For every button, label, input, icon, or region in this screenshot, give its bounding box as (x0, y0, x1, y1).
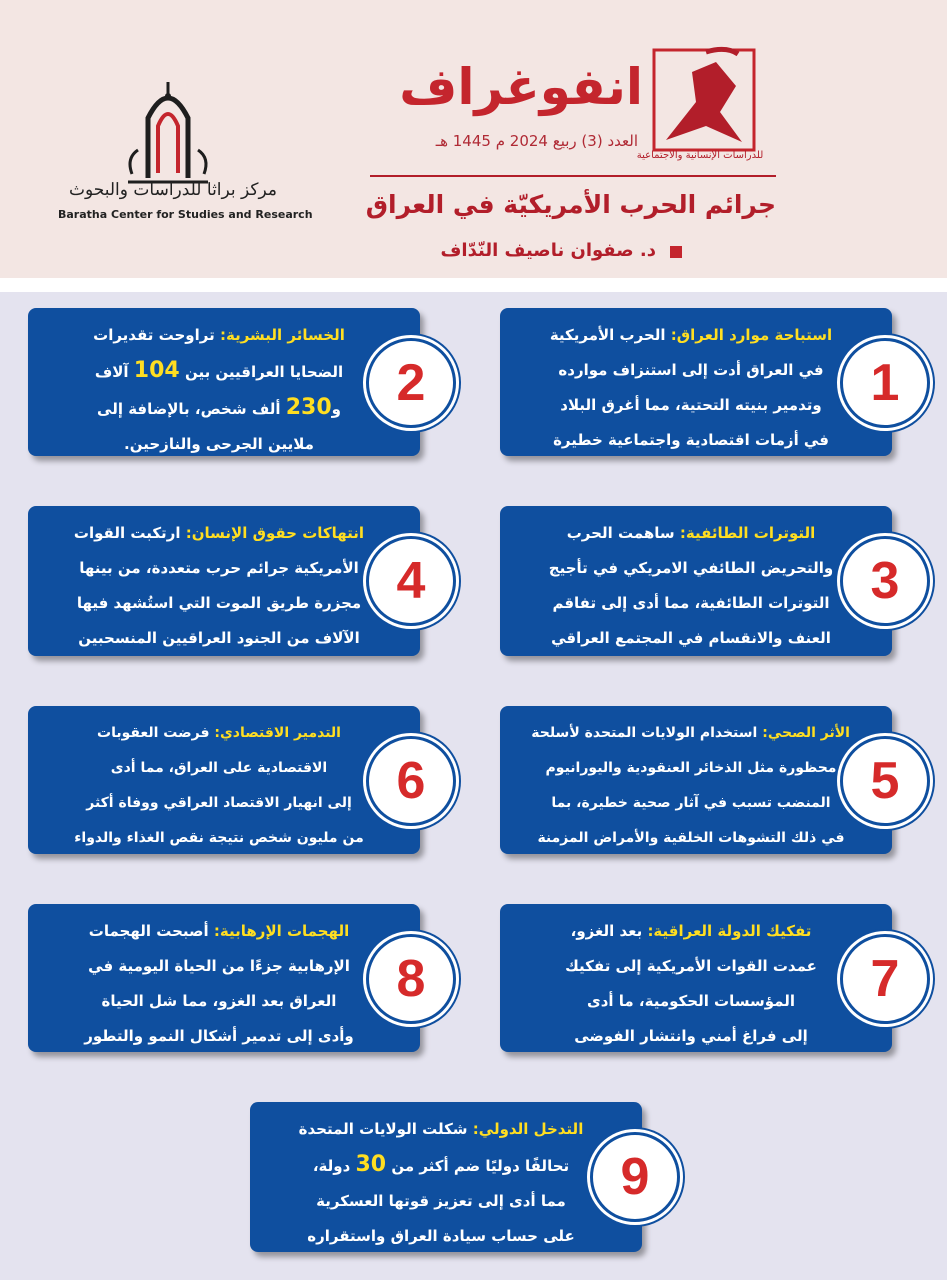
card-3 (500, 506, 892, 656)
card-text: الخسائر البشرية: تراوحت تقديرات الضحايا العراقيين بين 104 آلاف و230 ألف شخص، بالإضافة إلى ملايين الجرحى والنازحين. (93, 326, 345, 453)
card-9 (250, 1102, 642, 1252)
issue-line: العدد (3) ربيع 2024 م 1445 هـ (435, 132, 638, 150)
center-name-arabic: مركز براثا للدراسات والبحوث (68, 180, 277, 200)
card-2 (28, 308, 420, 456)
number-badge-6: 6 (366, 736, 456, 826)
author-name: د. صفوان ناصيف النّدّاف (440, 240, 656, 261)
card-6 (28, 706, 420, 854)
card-text: التدخل الدولي: شكلت الولايات المتحدة تحالفًا دوليًا ضم أكثر من 30 دولة، مما أدى إلى تعزيز قوتها العسكرية على حساب سيادة العراق واستقراره (298, 1120, 584, 1245)
card-text: التدمير الاقتصادي: فرضت العقوبات الاقتصادية على العراق، مما أدى إلى انهيار الاقتصاد العراقي ووفاة أكثر من مليون شخص نتيجة نقص الغذاء والدواء (74, 725, 364, 846)
bullet-square-icon (670, 246, 682, 258)
card-5 (500, 706, 892, 854)
number-badge-8: 8 (366, 934, 456, 1024)
card-4 (28, 506, 420, 656)
baratha-logo-icon (118, 78, 218, 188)
center-name-english: Baratha Center for Studies and Research (58, 208, 313, 221)
title-rule (370, 175, 776, 177)
card-7 (500, 904, 892, 1052)
card-text: الهجمات الإرهابية: أصبحت الهجمات الإرهابية جزءًا من الحياة اليومية في العراق بعد الغزو، مما شل الحياة وأدى إلى تدمير أشكال النمو والتطور (84, 922, 354, 1045)
card-text: الأثر الصحي: استخدام الولايات المتحدة لأسلحة محظورة مثل الذخائر العنقودية واليورانيوم المنضب تسبب في آثار صحية خطيرة، بما في ذلك التشوهات الخلقية والأمراض المزمنة (531, 725, 850, 846)
card-text: استباحة موارد العراق: الحرب الأمريكية في العراق أدت إلى استنزاف موارده وتدمير بنيته التحتية، مما أغرق البلاد في أزمات اقتصادية واجتماعية خطيرة (549, 326, 833, 449)
page-title: جرائم الحرب الأمريكيّة في العراق (365, 190, 776, 219)
number-badge-4: 4 (366, 536, 456, 626)
number-badge-1: 1 (840, 338, 930, 428)
number-badge-7: 7 (840, 934, 930, 1024)
card-text: انتهاكات حقوق الإنسان: ارتكبت القوات الأمريكية جرائم حرب متعددة، من بينها مجزرة طريق الموت التي استُشهد فيها الآلاف من الجنود العراقيين المنسحبين (73, 524, 365, 647)
brand-title: انفوغراف (399, 58, 643, 116)
logo-tagline: للدراسات الإنسانية والاجتماعية (636, 150, 764, 161)
number-badge-3: 3 (840, 536, 930, 626)
header-divider (0, 278, 947, 292)
card-text: تفكيك الدولة العراقية: بعد الغزو، عمدت القوات الأمريكية إلى تفكيك المؤسسات الحكومية، ما أدى إلى فراغ أمني وانتشار الفوضى (565, 922, 817, 1045)
card-1 (500, 308, 892, 456)
infograph-logo-icon (646, 42, 764, 164)
number-badge-5: 5 (840, 736, 930, 826)
number-badge-2: 2 (366, 338, 456, 428)
card-8 (28, 904, 420, 1052)
number-badge-9: 9 (590, 1132, 680, 1222)
card-text: التوترات الطائفية: ساهمت الحرب والتحريض الطائفي الامريكي في تأجيج التوترات الطائفية، مما أدى إلى تفاقم العنف والانقسام في المجتمع العراقي (548, 524, 834, 647)
